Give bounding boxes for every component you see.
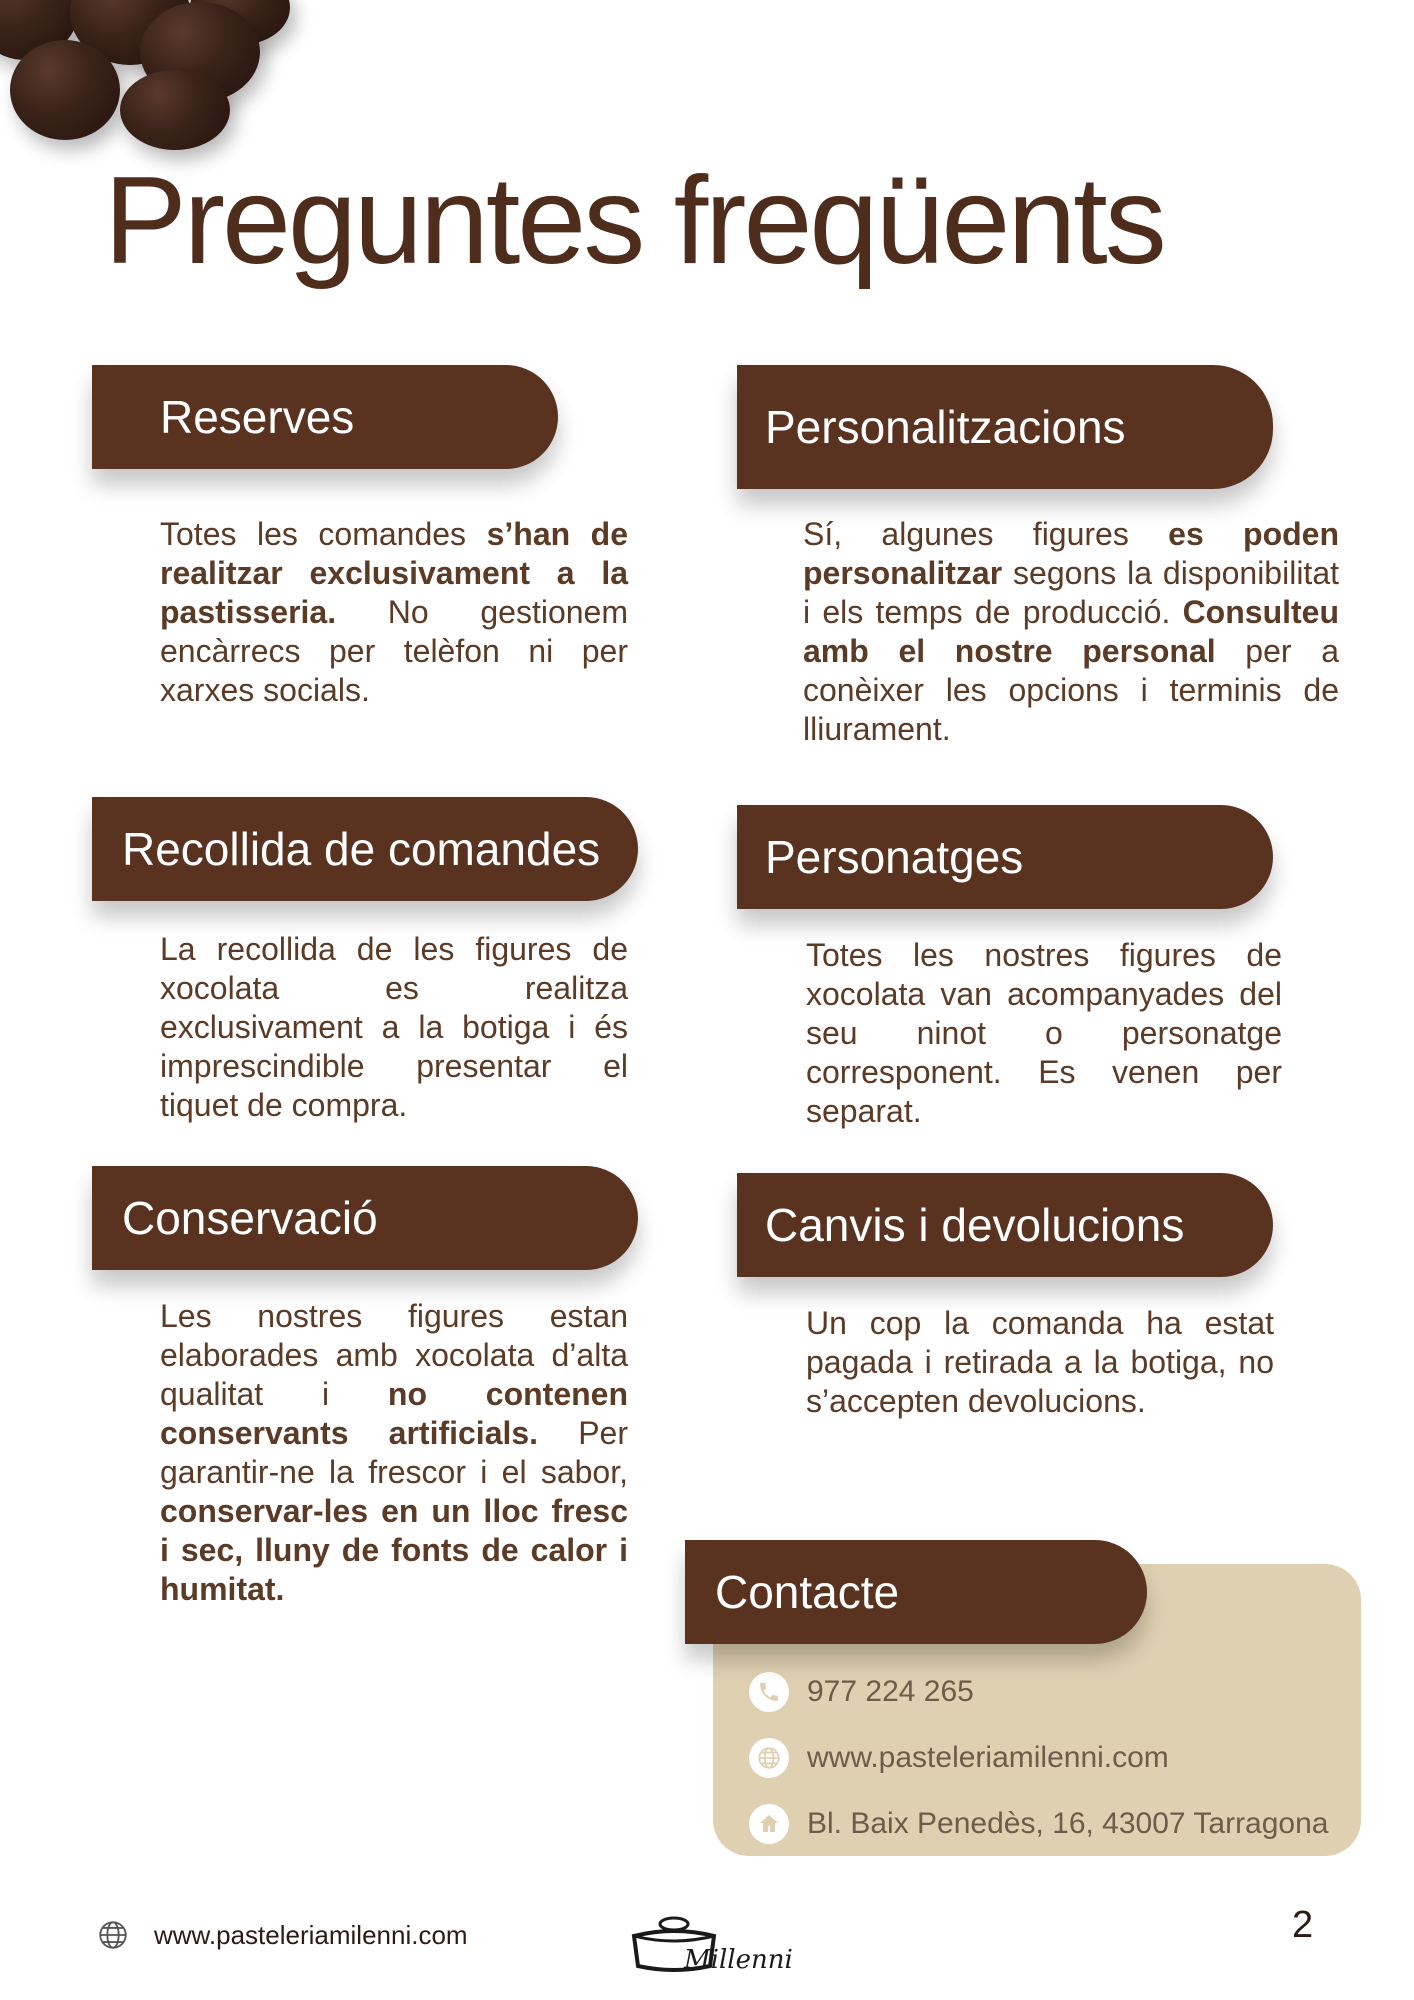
heading-text: Reserves — [160, 391, 355, 443]
bold-text-run: es poden personalitzar — [803, 516, 1340, 591]
section-heading-personatges — [737, 805, 1273, 909]
bold-text-run: conservar-les en un lloc fresc i sec, lluny de fonts de calor i humitat. — [160, 1493, 628, 1607]
heading-text: Recollida de comandes — [122, 823, 601, 875]
section-heading-personalitzacions — [737, 365, 1273, 489]
heading-text: Personatges — [765, 831, 1024, 883]
conservacio-text — [160, 1297, 628, 1609]
text-run: No gestionem encàrrecs per telèfon ni per xarxes socials. — [160, 594, 628, 708]
page-number: 2 — [1292, 1904, 1314, 1946]
text-run: segons la disponibilitat i els temps de producció. — [803, 555, 1339, 630]
logo-text: Millenni — [684, 1945, 793, 1975]
personatges-text — [806, 936, 1282, 1131]
chocolate-drop — [10, 40, 120, 140]
heading-text: Canvis i devolucions — [765, 1199, 1185, 1251]
personalitzacions-text — [803, 515, 1339, 749]
text-run: La recollida de les figures de xocolata es realitza exclusivament a la botiga i és imprescindible presentar el tiquet de compra. — [160, 931, 628, 1123]
section-heading-conservacio — [92, 1166, 638, 1270]
canvis-text — [806, 1304, 1274, 1421]
contact-phone-text: 977 224 265 — [807, 1675, 974, 1708]
section-heading-recollida — [92, 797, 638, 901]
heading-text: Contacte — [715, 1566, 900, 1618]
text-run: per a conèixer les opcions i terminis de lliurament. — [803, 633, 1340, 747]
contact-phone[interactable] — [749, 1672, 974, 1712]
phone-icon — [749, 1672, 789, 1712]
text-run: Un cop la comanda ha estat pagada i retirada a la botiga, no s’accepten devolucions. — [806, 1305, 1274, 1419]
footer-url-text: www.pasteleriamilenni.com — [154, 1919, 468, 1950]
section-heading-contacte — [685, 1540, 1147, 1644]
section-heading-reserves — [92, 365, 558, 469]
text-run: Totes les nostres figures de xocolata van acompanyades del seu ninot o personatge corresponent. Es venen per separat. — [806, 937, 1282, 1129]
heading-text: Personalitzacions — [765, 401, 1126, 453]
logo-graphic — [626, 1902, 796, 1982]
globe-icon — [96, 1918, 130, 1952]
recollida-text — [160, 930, 628, 1125]
page-title: Preguntes freqüents — [104, 152, 1164, 290]
contact-web-text: www.pasteleriamilenni.com — [807, 1741, 1169, 1774]
globe-icon — [749, 1738, 789, 1778]
home-icon — [749, 1804, 789, 1844]
text-run: Sí, algunes figures — [803, 516, 1169, 552]
bold-text-run: s’han de realitzar exclusivament a la pastisseria. — [160, 516, 629, 630]
millenni-logo — [626, 1902, 796, 1987]
contact-web[interactable] — [749, 1738, 1169, 1778]
bold-text-run: Consulteu amb el nostre personal — [803, 594, 1339, 669]
text-run: Les nostres figures estan elaborades amb xocolata d’alta qualitat i — [160, 1298, 628, 1412]
text-run: Totes les comandes — [160, 516, 487, 552]
section-heading-canvis — [737, 1173, 1273, 1277]
contact-address[interactable] — [749, 1804, 1328, 1844]
heading-text: Conservació — [122, 1192, 378, 1244]
reserves-text — [160, 515, 628, 710]
contact-address-text: Bl. Baix Penedès, 16, 43007 Tarragona — [807, 1807, 1329, 1840]
bold-text-run: no contenen conservants artificials. — [160, 1376, 629, 1451]
chocolate-drop — [120, 70, 230, 150]
footer-website[interactable] — [96, 1918, 468, 1952]
text-run: Per garantir-ne la frescor i el sabor, — [160, 1415, 629, 1490]
